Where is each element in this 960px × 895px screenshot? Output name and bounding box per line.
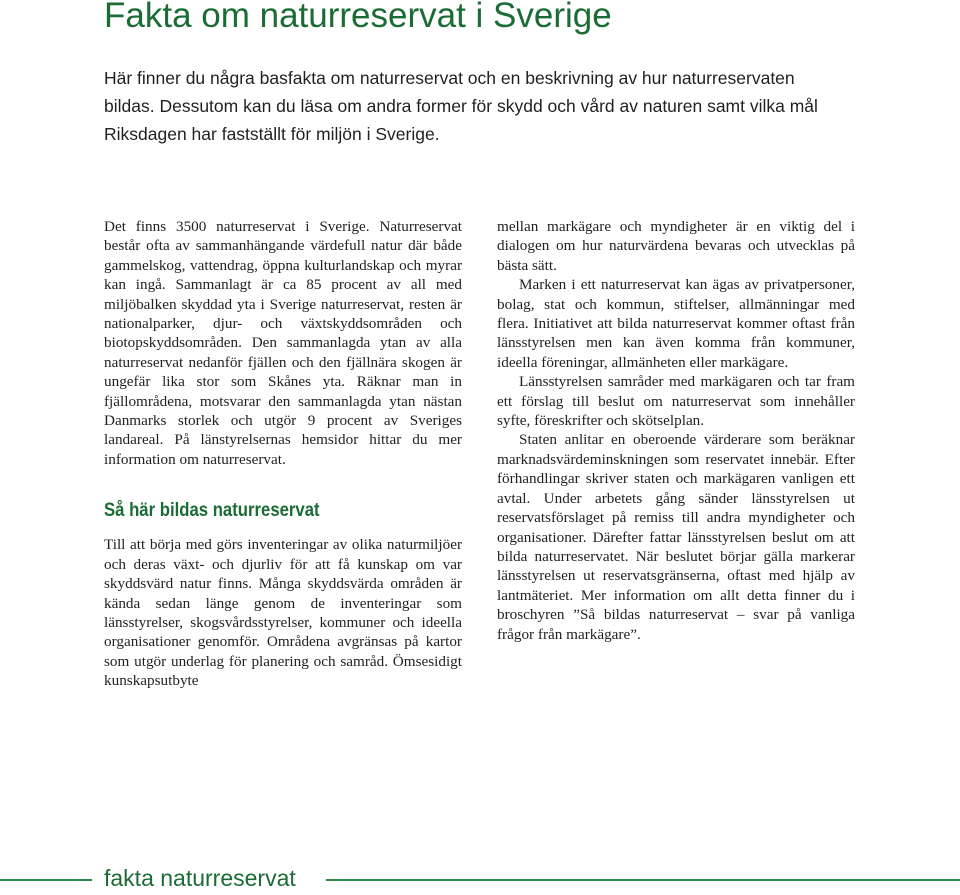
footer-rule-right <box>326 879 960 881</box>
section-heading: Så här bildas naturreservat <box>104 500 320 522</box>
intro-text: Här finner du några basfakta om naturreservat och en beskrivning av hur naturreservaten bildas. Dessutom kan du läsa om andra former för skydd och vård av naturen samt vilka mål Riksdagen har fastställt för miljön i Sverige. <box>104 68 818 144</box>
right-paragraph-1: mellan markägare och myndigheter är en viktig del i dialogen om hur naturvärdena bevaras och utvecklas på bästa sätt. <box>497 218 855 274</box>
right-paragraph-4: Staten anlitar en oberoende värderare som beräknar marknadsvärdeminskningen som reservatet innebär. Efter förhandlingar skriver staten och markägaren vanligen ett avtal. Under arbetets gång sänder länsstyrelsen ut reservatsförslaget på remiss till andra myndigheter och organisationer. Därefter fattar länsstyrelsen beslut om att bilda naturreservatet. När beslutet börjar gälla markerar länsstyrelsen ut reservatsgränserna, oftast med hjälp av lantmäteriet. Mer information om allt detta finner du i broschyren ”Så bildas naturreservat – svar på vanliga frågor från markägare”. <box>497 431 855 643</box>
right-paragraph-2: Marken i ett naturreservat kan ägas av privatpersoner, bolag, stat och kommun, stiftelser, allmänningar med flera. Initiativet att bilda naturreservat kommer oftast från länsstyrelsen men kan även komma från kommuner, ideella föreningar, allmänheten eller markägare. <box>497 276 855 371</box>
right-column <box>497 217 855 644</box>
left-paragraph-2: Till att börja med görs inventeringar av olika naturmiljöer och deras växt- och djurliv för att få kunskap om var skyddsvärd natur finns. Många skyddsvärda områden är kända sedan länge genom de inventeringar som länsstyrelser, skogsvårdsstyrelser, kommuner och ideella organisationer genomför. Områdena avgränsas på kartor som utgör underlag för planering och samråd. Ömsesidigt kunskapsutbyte <box>104 536 462 690</box>
left-column <box>104 217 462 691</box>
right-paragraph-3: Länsstyrelsen samråder med markägaren och tar fram ett förslag till beslut om naturreservat som innehåller syfte, föreskrifter och skötselplan. <box>497 373 855 430</box>
page-title: Fakta om naturreservat i Sverige <box>104 0 612 35</box>
footer-bar <box>0 864 960 892</box>
left-paragraph-1: Det finns 3500 naturreservat i Sverige. Naturreservat består ofta av sammanhängande värdefull natur där både gammelskog, vattendrag, öppna kulturlandskap och myrar kan ingå. Sammanlagt är ca 85 procent av all med miljöbalken skyddad yta i Sverige naturreservat, resten är nationalparker, djur- och växtskyddsområden och biotopskyddsområden. Den sammanlagda ytan av alla naturreservat nedanför fjällen och den fjällnära skogen är ungefär lika stor som Skånes yta. Räknar man in fjällområdena, motsvarar den sammanlagda ytan nästan Danmarks storlek och utgör 9 procent av Sveriges landareal. På länstyrelsernas hemsidor hittar du mer information om naturreservat. <box>104 218 462 468</box>
footer-label: fakta naturreservat <box>104 865 296 891</box>
footer-rule-left <box>0 879 92 881</box>
